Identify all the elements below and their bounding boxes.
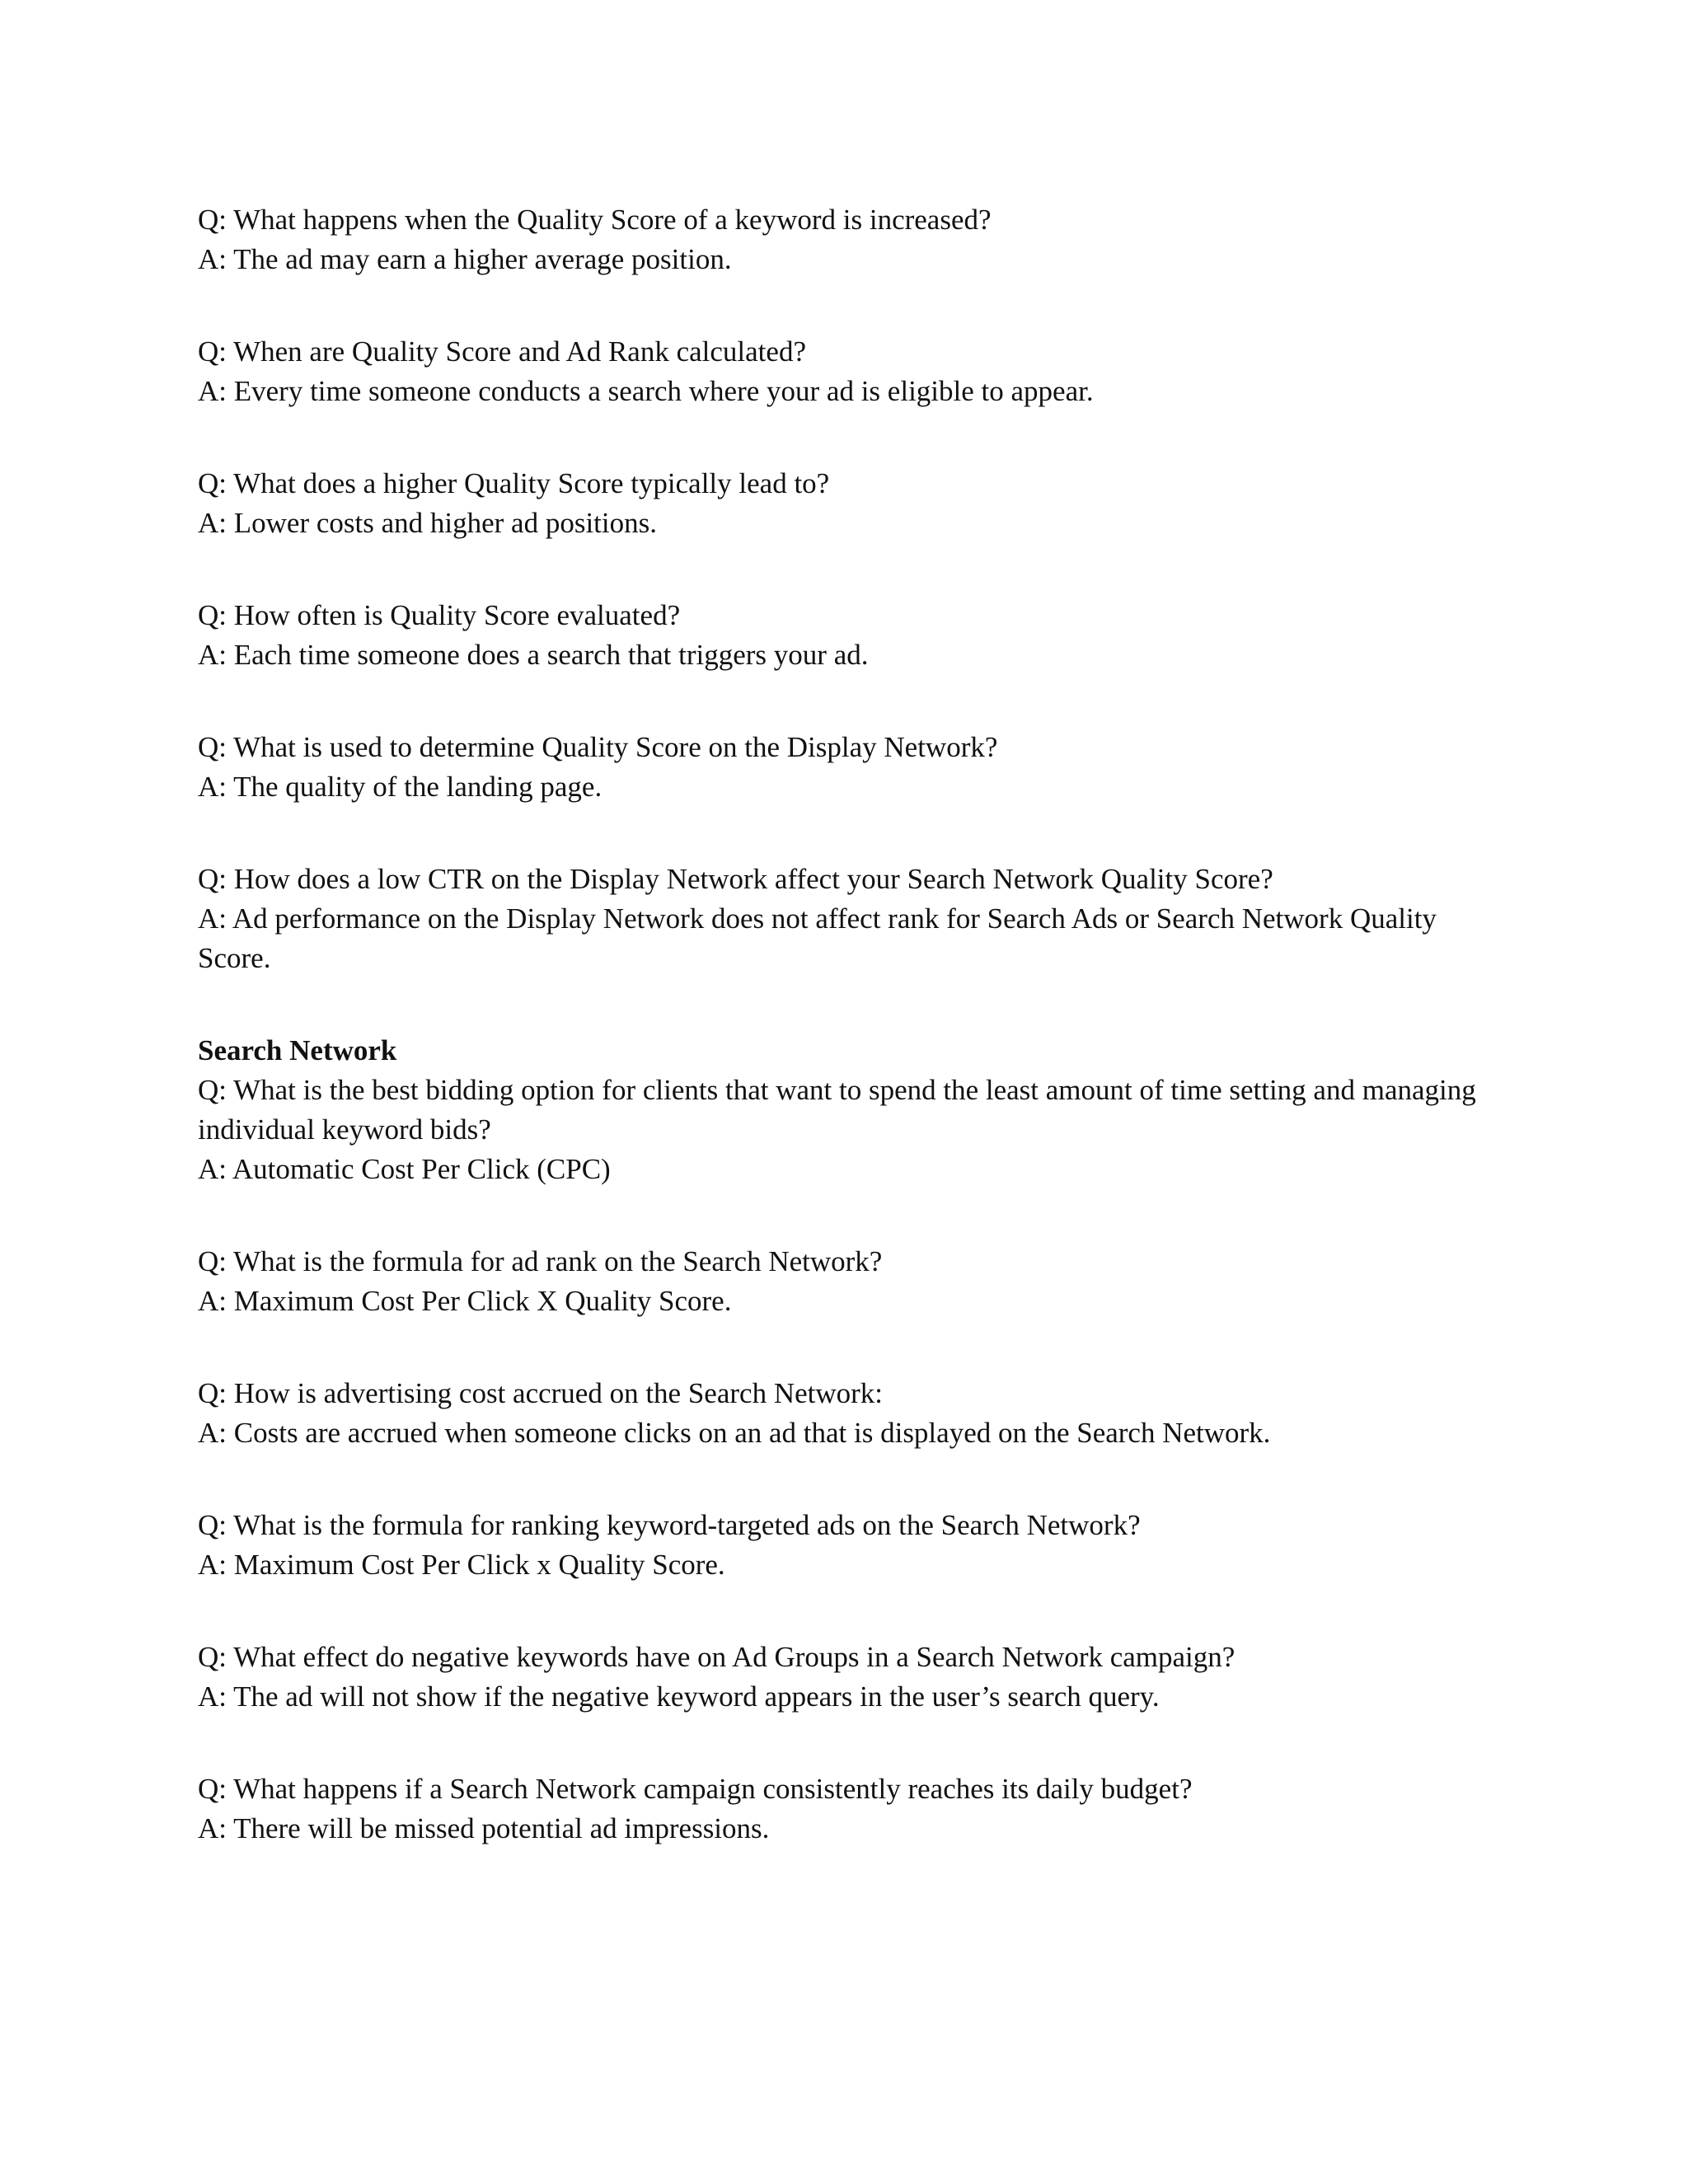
paragraph-gap <box>198 675 1484 728</box>
answer-text: A: The ad may earn a higher average position. <box>198 243 732 275</box>
answer-text: A: Costs are accrued when someone clicks on an ad that is displayed on the Search Network. <box>198 1417 1271 1449</box>
question-text: Q: What is the formula for ranking keyword-targeted ads on the Search Network? <box>198 1509 1141 1541</box>
answer-text: A: The ad will not show if the negative keyword appears in the user’s search query. <box>198 1680 1160 1713</box>
answer-text: A: Ad performance on the Display Network does not affect rank for Search Ads or Search Network Quality Score. <box>198 902 1437 974</box>
qa-item <box>198 332 1484 411</box>
paragraph-gap <box>198 1321 1484 1374</box>
qa-item <box>198 464 1484 543</box>
answer-text: A: Every time someone conducts a search where your ad is eligible to appear. <box>198 375 1094 407</box>
qa-item <box>198 860 1484 978</box>
answer-text: A: Automatic Cost Per Click (CPC) <box>198 1153 611 1185</box>
question-text: Q: What is the formula for ad rank on the Search Network? <box>198 1245 883 1277</box>
paragraph-gap <box>198 978 1484 1031</box>
question-text: Q: When are Quality Score and Ad Rank calculated? <box>198 335 806 368</box>
question-text: Q: How often is Quality Score evaluated? <box>198 599 681 631</box>
question-text: Q: How is advertising cost accrued on the Search Network: <box>198 1377 884 1409</box>
question-text: Q: What effect do negative keywords have on Ad Groups in a Search Network campaign? <box>198 1641 1236 1673</box>
question-text: Q: What is the best bidding option for clients that want to spend the least amount of time setting and managing individual keyword bids? <box>198 1074 1476 1146</box>
qa-item <box>198 1071 1484 1189</box>
section-block <box>198 1031 1484 1189</box>
qa-item <box>198 1242 1484 1321</box>
qa-item <box>198 596 1484 675</box>
answer-text: A: The quality of the landing page. <box>198 771 603 803</box>
qa-item <box>198 1506 1484 1585</box>
question-text: Q: What happens if a Search Network campaign consistently reaches its daily budget? <box>198 1773 1193 1805</box>
qa-item <box>198 728 1484 807</box>
paragraph-gap <box>198 411 1484 464</box>
qa-item <box>198 200 1484 279</box>
paragraph-gap <box>198 807 1484 860</box>
paragraph-gap <box>198 1453 1484 1506</box>
answer-text: A: There will be missed potential ad impressions. <box>198 1812 770 1844</box>
question-text: Q: What is used to determine Quality Score on the Display Network? <box>198 731 998 763</box>
answer-text: A: Each time someone does a search that triggers your ad. <box>198 639 869 671</box>
paragraph-gap <box>198 1189 1484 1242</box>
section-heading: Search Network <box>198 1034 397 1066</box>
paragraph-gap <box>198 1717 1484 1769</box>
qa-item <box>198 1769 1484 1849</box>
document-body <box>198 200 1484 1849</box>
qa-item <box>198 1638 1484 1717</box>
question-text: Q: How does a low CTR on the Display Network affect your Search Network Quality Score? <box>198 863 1273 895</box>
qa-item <box>198 1374 1484 1453</box>
paragraph-gap <box>198 1585 1484 1638</box>
answer-text: A: Maximum Cost Per Click X Quality Score. <box>198 1285 732 1317</box>
answer-text: A: Lower costs and higher ad positions. <box>198 507 657 539</box>
paragraph-gap <box>198 279 1484 332</box>
question-text: Q: What does a higher Quality Score typically lead to? <box>198 467 830 499</box>
paragraph-gap <box>198 543 1484 596</box>
question-text: Q: What happens when the Quality Score of a keyword is increased? <box>198 204 992 236</box>
answer-text: A: Maximum Cost Per Click x Quality Score. <box>198 1549 725 1581</box>
